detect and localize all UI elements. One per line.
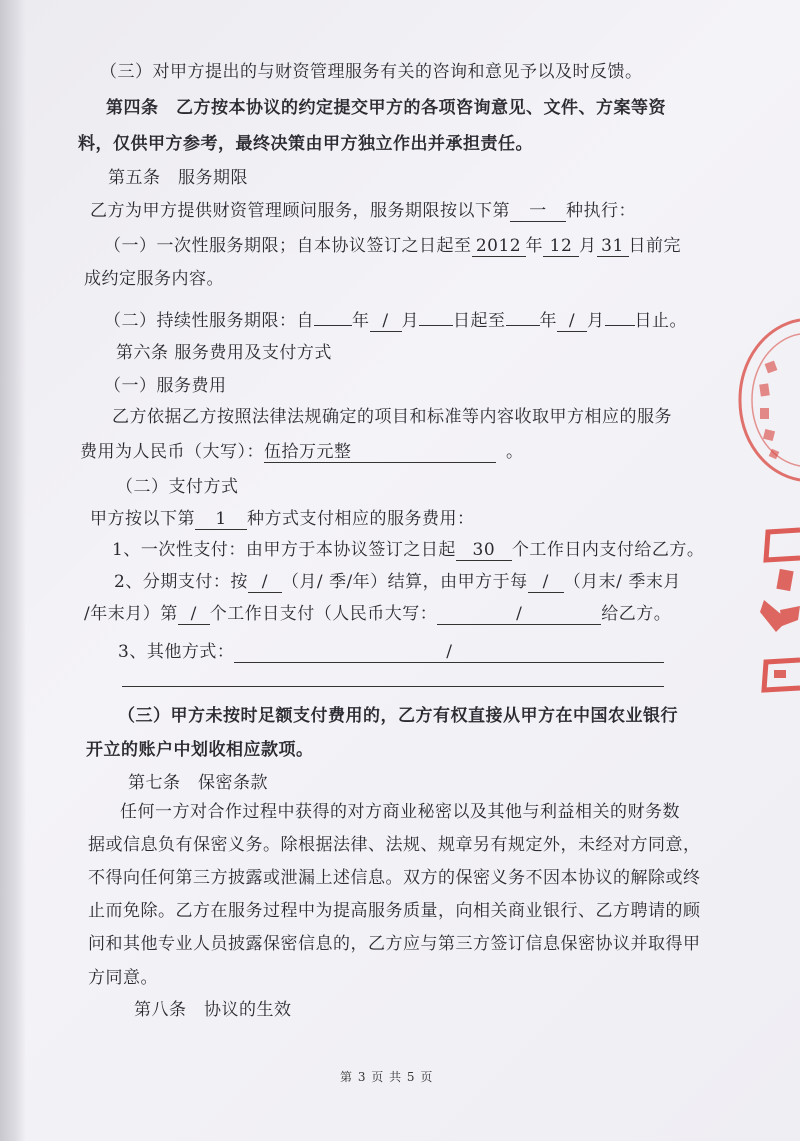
item2-mid: 日起至 — [453, 311, 506, 331]
item2-text: （二）持续性服务期限：自 — [104, 311, 314, 331]
pay2-line2-tail: 给乙方。 — [601, 604, 672, 624]
article7-line: 任何一方对合作过程中获得的对方商业秘密以及其他与利益相关的财务数 — [120, 802, 680, 822]
article4-line2: 料，仅供甲方参考，最终决策由甲方独立作出并承担责任。 — [78, 134, 533, 154]
other-method-field[interactable]: / — [234, 642, 664, 663]
installment-amount-field[interactable]: / — [437, 604, 601, 625]
article5-intro-tail: 种执行： — [566, 201, 636, 221]
seal-stamp-top — [730, 300, 800, 500]
pay2-text: 2、分期支付：按 — [114, 572, 248, 592]
to-year-field[interactable] — [506, 305, 540, 326]
fee-period: 。 — [506, 442, 524, 462]
payment-method-choice-field[interactable]: 1 — [195, 509, 247, 530]
end-month-field[interactable]: 12 — [543, 236, 579, 257]
installment-period-field[interactable]: / — [248, 572, 282, 593]
from-year-field[interactable] — [314, 305, 352, 326]
pay-intro — [90, 507, 475, 531]
end-year-field[interactable]: 2012 — [472, 236, 526, 257]
other-method-extra-line[interactable] — [122, 686, 664, 687]
fee-line2 — [80, 440, 524, 464]
payment-days-field[interactable]: 30 — [456, 540, 512, 561]
pay-intro-tail: 种方式支付相应的服务费用： — [247, 509, 475, 529]
month-unit: 月 — [587, 311, 605, 331]
pay2-line2-text: /年末月）第 — [84, 604, 178, 624]
page-number: 第 3 页 共 5 页 — [340, 1070, 434, 1084]
article5-item2 — [104, 305, 687, 333]
installment-each-field[interactable]: / — [528, 572, 564, 593]
article8-heading: 第八条 协议的生效 — [134, 1000, 292, 1020]
article6-heading: 第六条 服务费用及支付方式 — [116, 343, 332, 363]
month-unit: 月 — [401, 311, 419, 331]
article7-line: 不得向任何第三方披露或泄漏上述信息。双方的保密义务不因本协议的解除或终 — [88, 868, 701, 888]
pay-option2-line2 — [84, 602, 671, 626]
pay3-text: 3、其他方式： — [118, 642, 235, 662]
service-term-choice-field[interactable]: 一 — [510, 201, 566, 222]
pay2-mid: （月/ 季/年）结算，由甲方于每 — [281, 572, 528, 592]
article6-sub2: （二）支付方式 — [116, 477, 239, 497]
article5-intro-text: 乙方为甲方提供财资管理顾问服务，服务期限按以下第 — [90, 201, 510, 221]
article5-item1 — [104, 234, 681, 258]
article7-line: 方同意。 — [88, 968, 158, 988]
end-day-field[interactable]: 31 — [597, 236, 629, 257]
pay-option3 — [118, 640, 664, 664]
item2-tail: 日止。 — [634, 311, 687, 331]
from-month-field[interactable]: / — [370, 311, 402, 332]
pay-option1 — [112, 538, 704, 562]
article6-sub1: （一）服务费用 — [104, 376, 227, 396]
article4-line1: 第四条 乙方按本协议的约定提交甲方的各项咨询意见、文件、方案等资 — [106, 98, 666, 118]
pay2-tail: （月末/ 季末月 — [563, 572, 681, 592]
to-month-field[interactable]: / — [557, 311, 587, 332]
month-unit: 月 — [579, 236, 597, 256]
year-unit: 年 — [539, 311, 557, 331]
clause3-item3: （三）对甲方提出的与财资管理服务有关的咨询和意见予以及时反馈。 — [100, 62, 643, 82]
item1-tail: 日前完 — [628, 236, 681, 256]
fee-label: 费用为人民币（大写）： — [80, 442, 264, 462]
article7-heading: 第七条 保密条款 — [128, 773, 268, 793]
from-day-field[interactable] — [419, 305, 453, 326]
article6-sub3: （三）甲方未按时足额支付费用的，乙方有权直接从甲方在中国农业银行 — [118, 706, 678, 726]
article5-item1-line2: 成约定服务内容。 — [84, 269, 224, 289]
pay-intro-text: 甲方按以下第 — [90, 509, 195, 529]
item1-text: （一）一次性服务期限；自本协议签订之日起至 — [104, 236, 472, 256]
article5-intro — [90, 199, 636, 223]
seal-stamp-bottom — [748, 520, 800, 700]
installment-day-field[interactable]: / — [178, 604, 210, 625]
article6-sub3-line2: 开立的账户中划收相应款项。 — [86, 740, 314, 760]
pay1-text: 1、一次性支付：由甲方于本协议签订之日起 — [112, 540, 456, 560]
article7-line: 问和其他专业人员披露保密信息的，乙方应与第三方签订信息保密协议并取得甲 — [88, 934, 701, 954]
pay2-line2-mid: 个工作日支付（人民币大写： — [209, 604, 438, 624]
year-unit: 年 — [352, 311, 370, 331]
article7-line: 止而免除。乙方在服务过程中为提高服务质量，向相关商业银行、乙方聘请的顾 — [88, 901, 701, 921]
fee-line1: 乙方依据乙方按照法律法规确定的项目和标准等内容收取甲方相应的服务 — [112, 407, 672, 427]
article7-line: 据或信息负有保密义务。除根据法律、法规、规章另有规定外，未经对方同意， — [88, 835, 701, 855]
fee-amount-field[interactable]: 伍拾万元整 — [264, 442, 496, 463]
year-unit: 年 — [525, 236, 543, 256]
article5-heading: 第五条 服务期限 — [108, 168, 248, 188]
pay1-tail: 个工作日内支付给乙方。 — [511, 540, 705, 560]
to-day-field[interactable] — [605, 305, 635, 326]
pay-option2 — [114, 570, 681, 594]
